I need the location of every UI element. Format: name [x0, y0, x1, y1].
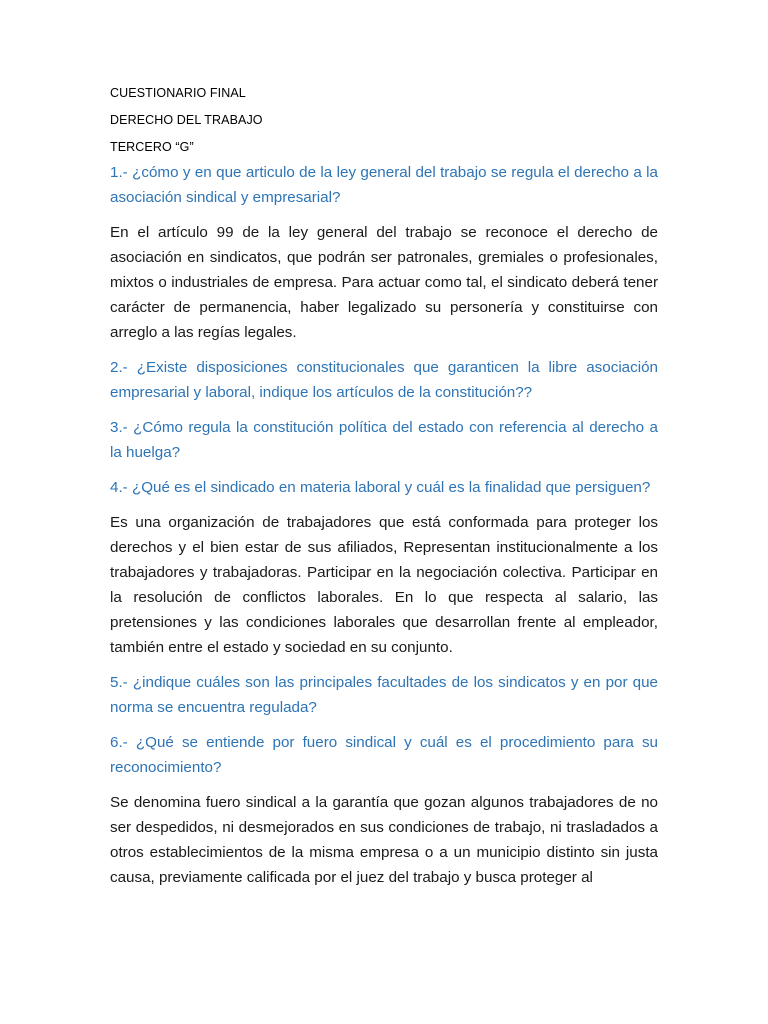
question-2: 2.- ¿Existe disposiciones constitucionales que garanticen la libre asociación empresarial y laboral, indique los artículos de la constitución?? [110, 359, 658, 401]
question-3: 3.- ¿Cómo regula la constitución política del estado con referencia al derecho a la huelga? [110, 419, 658, 461]
question-1: 1.- ¿cómo y en que articulo de la ley general del trabajo se regula el derecho a la asociación sindical y empresarial? [110, 164, 658, 206]
header-subject: DERECHO DEL TRABAJO [110, 113, 263, 127]
answer-4: Es una organización de trabajadores que está conformada para proteger los derechos y el bien estar de sus afiliados, Representan institucionalmente a los trabajadores y trabajadoras. Participar en la negociación colectiva. Participar en la resolución de conflictos laborales. En lo que respecta al salario, las pretensiones y las condiciones laborales que desarrollan frente al empleador, también entre el estado y sociedad en su conjunto. [110, 514, 658, 656]
answer-1: En el artículo 99 de la ley general del trabajo se reconoce el derecho de asociación en sindicatos, que podrán ser patronales, gremiales o profesionales, mixtos o industriales de empresa. Para actuar como tal, el sindicato deberá tener carácter de permanencia, haber legalizado su personería y constituirse con arreglo a las regías legales. [110, 224, 658, 341]
header-title: CUESTIONARIO FINAL [110, 86, 246, 100]
answer-6: Se denomina fuero sindical a la garantía que gozan algunos trabajadores de no ser despedidos, ni desmejorados en sus condiciones de trabajo, ni trasladados a otros establecimientos de la misma empresa o a un municipio distinto sin justa causa, previamente calificada por el juez del trabajo y busca proteger al [110, 794, 658, 886]
question-5: 5.- ¿indique cuáles son las principales facultades de los sindicatos y en por que norma se encuentra regulada? [110, 674, 658, 716]
question-6: 6.- ¿Qué se entiende por fuero sindical y cuál es el procedimiento para su reconocimiento? [110, 734, 658, 776]
question-4: 4.- ¿Qué es el sindicado en materia laboral y cuál es la finalidad que persiguen? [110, 479, 651, 496]
header-course: TERCERO “G” [110, 140, 194, 154]
document-content [110, 84, 658, 900]
